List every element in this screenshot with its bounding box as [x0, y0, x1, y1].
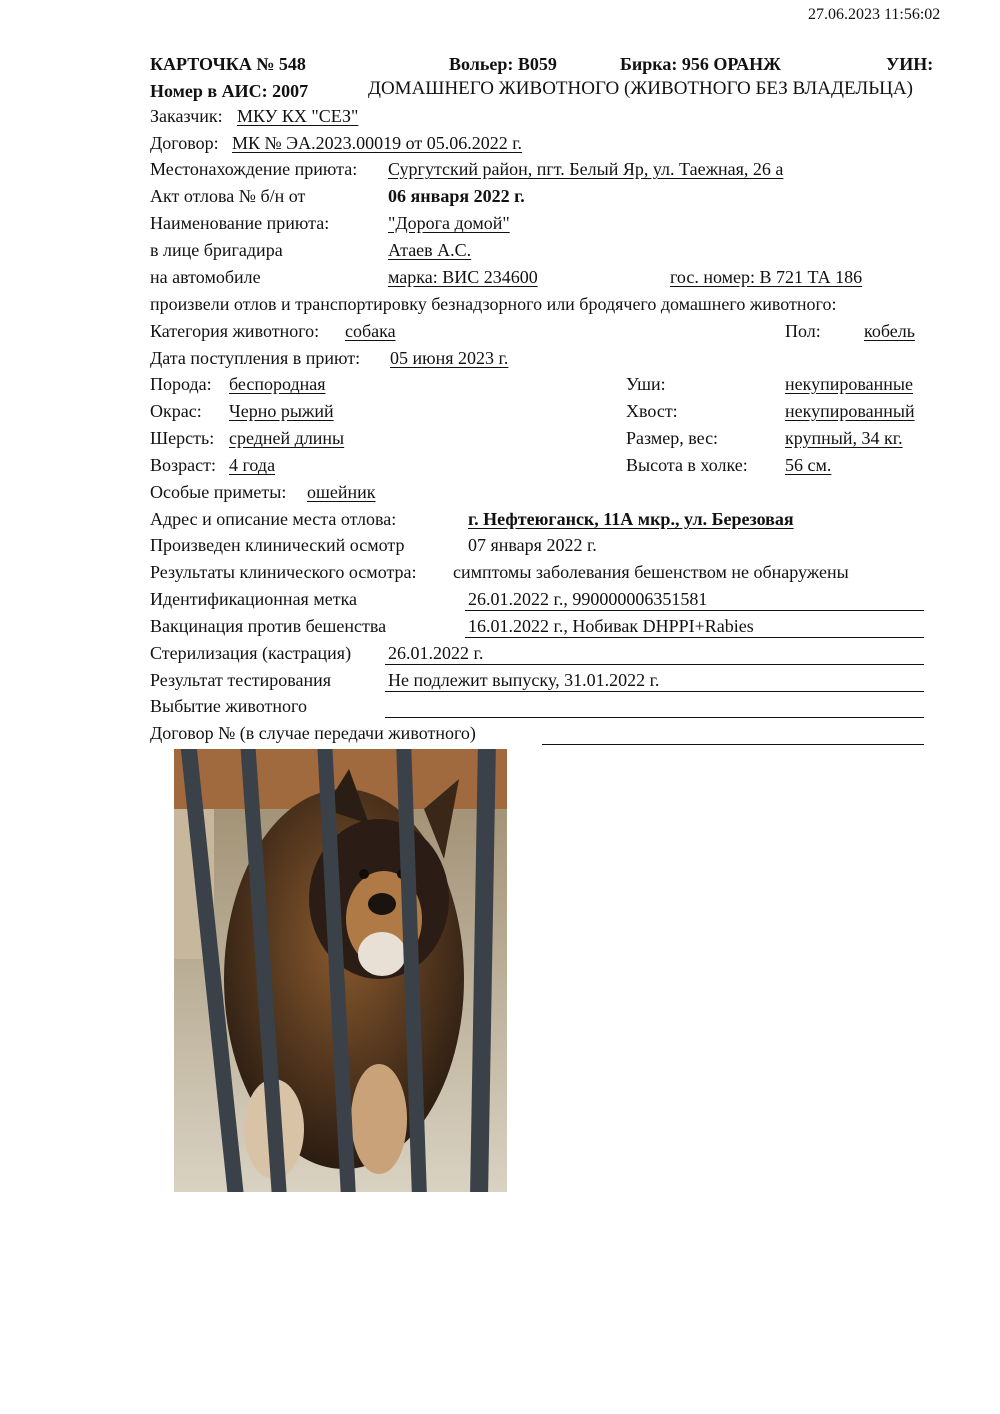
exam-results-label: Результаты клинического осмотра: [150, 562, 417, 582]
exam-value: 07 января 2022 г. [468, 535, 597, 555]
height-value: 56 см. [785, 455, 832, 475]
age-label: Возраст: [150, 455, 216, 475]
shelter-name-label: Наименование приюта: [150, 213, 330, 233]
shelter-name-value: "Дорога домой" [388, 213, 510, 233]
marks-label: Особые приметы: [150, 482, 287, 502]
document-title: ДОМАШНЕГО ЖИВОТНОГО (ЖИВОТНОГО БЕЗ ВЛАДЕЛЬЦА) [368, 78, 913, 99]
vehicle-model: марка: ВИС 234600 [388, 267, 538, 287]
exam-results-value: симптомы заболевания бешенством не обнаружены [453, 562, 849, 582]
ais-number: Номер в АИС: 2007 [150, 81, 309, 101]
coat-value: средней длины [229, 428, 345, 448]
foreman-label: в лице бригадира [150, 240, 283, 260]
testing-label: Результат тестирования [150, 670, 331, 690]
sex-label: Пол: [785, 321, 821, 341]
sterilization-value: 26.01.2022 г. [388, 643, 484, 663]
enclosure-number: Вольер: В059 [449, 54, 557, 74]
tag-number: Бирка: 956 ОРАНЖ [620, 54, 781, 74]
vaccination-value: 16.01.2022 г., Нобивак DHPPI+Rabies [468, 616, 754, 636]
id-mark-line [465, 610, 924, 611]
ears-label: Уши: [626, 374, 666, 394]
testing-value: Не подлежит выпуску, 31.01.2022 г. [388, 670, 660, 690]
sterilization-line [385, 664, 924, 665]
vehicle-label: на автомобиле [150, 267, 261, 287]
tail-label: Хвост: [626, 401, 678, 421]
tail-value: некупированный [785, 401, 915, 421]
customer-label: Заказчик: [150, 106, 223, 126]
color-label: Окрас: [150, 401, 202, 421]
capture-address-value: г. Нефтеюганск, 11А мкр., ул. Березовая [468, 509, 794, 529]
id-mark-label: Идентификационная метка [150, 589, 358, 609]
breed-label: Порода: [150, 374, 212, 394]
dog-photo [174, 749, 507, 1192]
print-timestamp: 27.06.2023 11:56:02 [808, 6, 941, 23]
foreman-value: Атаев А.С. [388, 240, 472, 260]
customer-value: МКУ КХ "СЕЗ" [237, 106, 359, 126]
uin-label: УИН: [886, 54, 934, 74]
card-number: КАРТОЧКА № 548 [150, 54, 306, 74]
shelter-location-label: Местонахождение приюта: [150, 159, 358, 179]
contract-value: МК № ЭА.2023.00019 от 05.06.2022 г. [232, 133, 523, 153]
disposal-label: Выбытие животного [150, 696, 307, 716]
vaccination-line [465, 637, 924, 638]
testing-line [385, 691, 924, 692]
category-label: Категория животного: [150, 321, 320, 341]
coat-label: Шерсть: [150, 428, 215, 448]
shelter-location-value: Сургутский район, пгт. Белый Яр, ул. Таежная, 26 а [388, 159, 784, 179]
transfer-contract-label: Договор № (в случае передачи животного) [150, 723, 476, 743]
disposal-line [385, 717, 924, 718]
ears-value: некупированные [785, 374, 913, 394]
category-value: собака [345, 321, 396, 341]
size-value: крупный, 34 кг. [785, 428, 903, 448]
contract-label: Договор: [150, 133, 219, 153]
capture-address-label: Адрес и описание места отлова: [150, 509, 397, 529]
color-value: Черно рыжий [229, 401, 334, 421]
id-mark-value: 26.01.2022 г., 990000006351581 [468, 589, 708, 609]
sex-value: кобель [864, 321, 915, 341]
vehicle-plate: гос. номер: В 721 ТА 186 [670, 267, 863, 287]
breed-value: беспородная [229, 374, 326, 394]
sterilization-label: Стерилизация (кастрация) [150, 643, 352, 663]
statement-text: произвели отлов и транспортировку безнадзорного или бродячего домашнего животного: [150, 294, 837, 314]
capture-act-label: Акт отлова № б/н от [150, 186, 306, 206]
marks-value: ошейник [307, 482, 376, 502]
arrival-label: Дата поступления в приют: [150, 348, 361, 368]
size-label: Размер, вес: [626, 428, 719, 448]
height-label: Высота в холке: [626, 455, 748, 475]
vaccination-label: Вакцинация против бешенства [150, 616, 387, 636]
exam-label: Произведен клинический осмотр [150, 535, 405, 555]
age-value: 4 года [229, 455, 276, 475]
capture-act-date: 06 января 2022 г. [388, 186, 525, 206]
arrival-value: 05 июня 2023 г. [390, 348, 509, 368]
transfer-contract-line [542, 744, 924, 745]
